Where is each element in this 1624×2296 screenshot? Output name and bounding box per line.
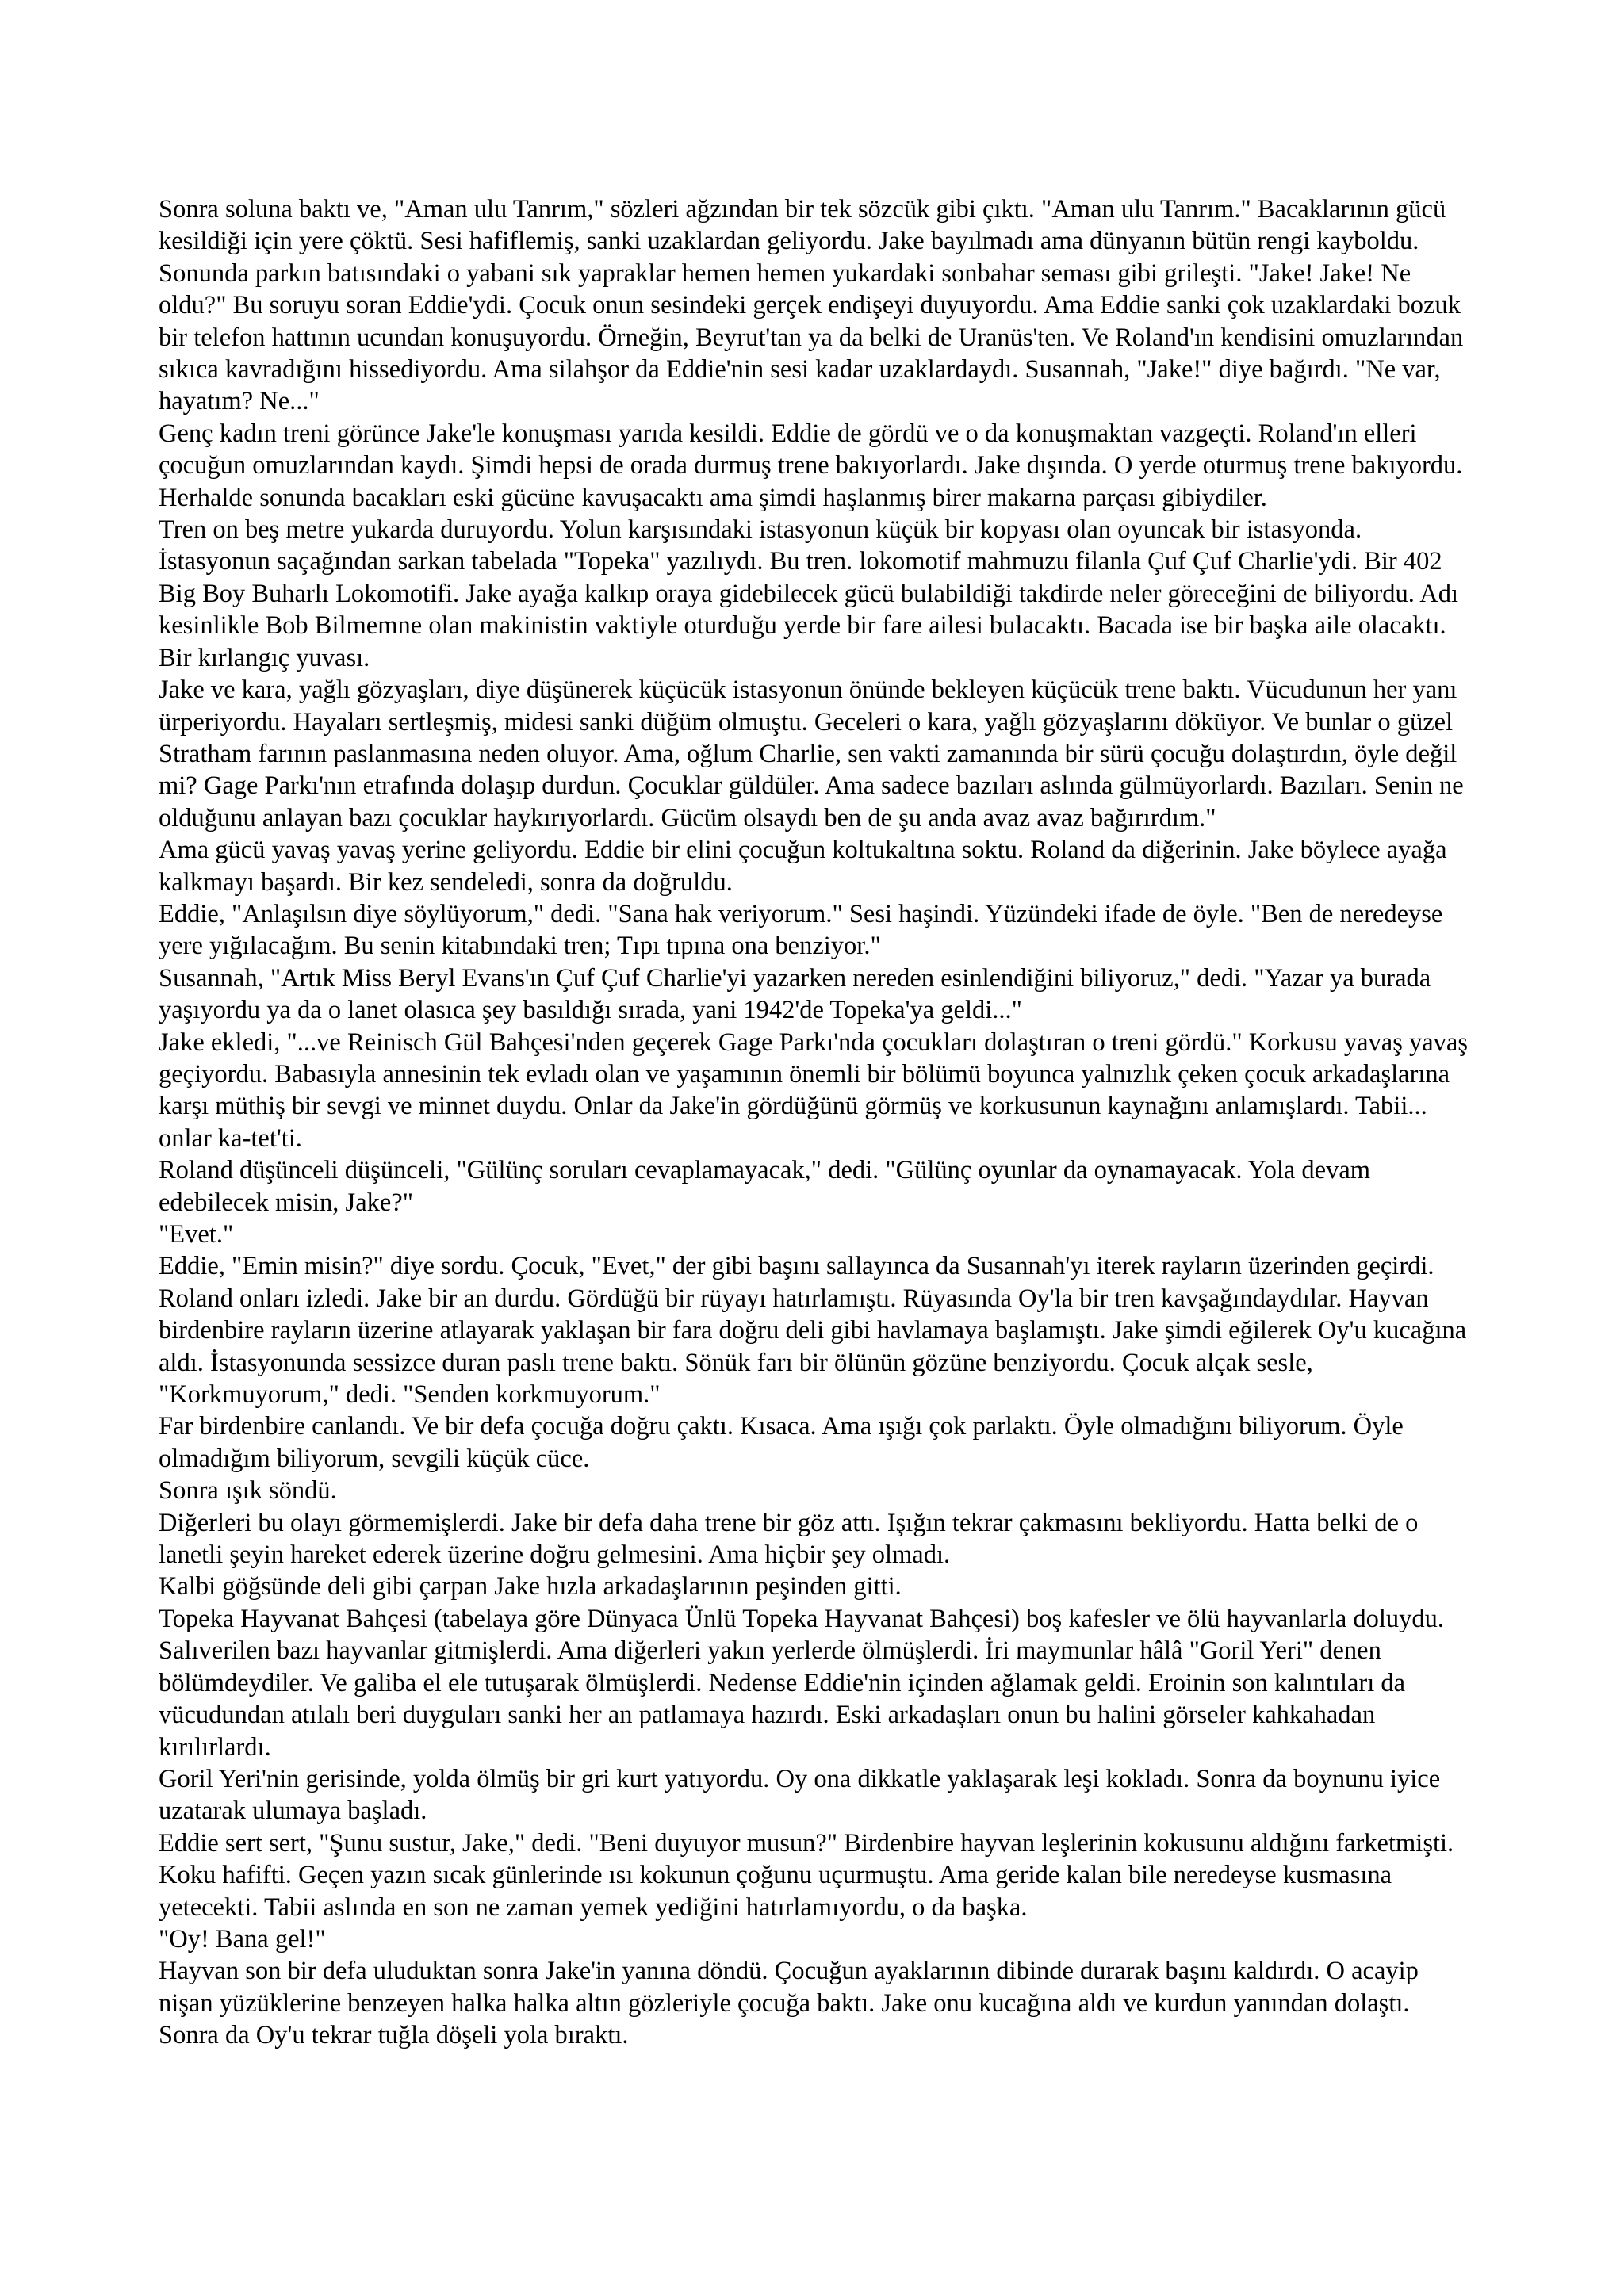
paragraph: "Evet." (159, 1220, 234, 1249)
paragraph: Jake ve kara, yağlı gözyaşları, diye düşünerek küçücük istasyonun önünde bekleyen küçücük trene baktı. Vücudunun her yanı ürperiyordu. Hayaları sertleşmiş, midesi sanki düğüm olmuştu. Geceleri o kara, yağlı gözyaşlarını döküyor. Ve bunlar o güzel Stratham farının paslanmasına neden oluyor. Ama, oğlum Charlie, sen vakti zamanında bir sürü çocuğu dolaştırdın, öyle değil mi? Gage Parkı'nın etrafında dolaşıp durdun. Çocuklar güldüler. Ama sadece bazıları aslında gülmüyorlardı. Bazıları. Senin ne olduğunu anlayan bazı çocuklar haykırıyorlardı. Gücüm olsaydı ben de şu anda avaz avaz bağırırdım." (159, 675, 1464, 832)
paragraph: "Oy! Bana gel!" (159, 1924, 326, 1954)
paragraph: Far birdenbire canlandı. Ve bir defa çocuğa doğru çaktı. Kısaca. Ama ışığı çok parlaktı. Öyle olmadığını biliyorum. Öyle olmadığım biliyorum, sevgili küçük cüce. (159, 1412, 1404, 1473)
paragraph: Tren on beş metre yukarda duruyordu. Yolun karşısındaki istasyonun küçük bir kopyası olan oyuncak bir istasyonda. İstasyonun saçağından sarkan tabelada "Topeka" yazılıydı. Bu tren. lokomotif mahmuzu filanla Çuf Çuf Charlie'ydi. Bir 402 Big Boy Buharlı Lokomotifi. Jake ayağa kalkıp oraya gidebilecek gücü bulabildiği takdirde neler göreceğini de biliyordu. Adı kesinlikle Bob Bilmemne olan makinistin vaktiyle oturduğu yerde bir fare ailesi bulacaktı. Bacada ise bir başka aile olacaktı. Bir kırlangıç yuvası. (159, 515, 1459, 672)
document-page (159, 193, 1475, 2052)
paragraph: Hayvan son bir defa uluduktan sonra Jake'in yanına döndü. Çocuğun ayaklarının dibinde durarak başını kaldırdı. O acayip nişan yüzüklerine benzeyen halka halka altın gözleriyle çocuğa baktı. Jake onu kucağına aldı ve kurdun yanından dolaştı. Sonra da Oy'u tekrar tuğla döşeli yola bıraktı. (159, 1957, 1419, 2050)
paragraph: Roland düşünceli düşünceli, "Gülünç soruları cevaplamayacak," dedi. "Gülünç oyunlar da oynamayacak. Yola devam edebilecek misin, Jake?" (159, 1156, 1371, 1217)
paragraph: Eddie sert sert, "Şunu sustur, Jake," dedi. "Beni duyuyor musun?" Birdenbire hayvan leşlerinin kokusunu aldığını farketmişti. Koku hafifti. Geçen yazın sıcak günlerinde ısı kokunun çoğunu uçurmuştu. Ama geride kalan bile neredeyse kusmasına yetecekti. Tabii aslında en son ne zaman yemek yediğini hatırlamıyordu, o da başka. (159, 1828, 1454, 1922)
paragraph: Sonra soluna baktı ve, "Aman ulu Tanrım," sözleri ağzından bir tek sözcük gibi çıktı. "Aman ulu Tanrım." Bacaklarının gücü kesildiği için yere çöktü. Sesi hafiflemiş, sanki uzaklardan geliyordu. Jake bayılmadı ama dünyanın bütün rengi kayboldu. Sonunda parkın batısındaki o yabani sık yapraklar hemen hemen yukardaki sonbahar seması gibi grileşti. "Jake! Jake! Ne oldu?" Bu soruyu soran Eddie'ydi. Çocuk onun sesindeki gerçek endişeyi duyuyordu. Ama Eddie sanki çok uzaklardaki bozuk bir telefon hattının ucundan konuşuyordu. Örneğin, Beyrut'tan ya da belki de Uranüs'ten. Ve Roland'ın kendisini omuzlarından sıkıca kavradığını hissediyordu. Ama silahşor da Eddie'nin sesi kadar uzaklardaydı. Susannah, "Jake!" diye bağırdı. "Ne var, hayatım? Ne..." (159, 195, 1464, 416)
paragraph: Genç kadın treni görünce Jake'le konuşması yarıda kesildi. Eddie de gördü ve o da konuşmaktan vazgeçti. Roland'ın elleri çocuğun omuzlarından kaydı. Şimdi hepsi de orada durmuş trene bakıyorlardı. Jake dışında. O yerde oturmuş trene bakıyordu. Herhalde sonunda bacakları eski gücüne kavuşacaktı ama şimdi haşlanmış birer makarna parçası gibiydiler. (159, 419, 1463, 512)
paragraph: Sonra ışık söndü. (159, 1476, 337, 1506)
paragraph: Jake ekledi, "...ve Reinisch Gül Bahçesi'nden geçerek Gage Parkı'nda çocukları dolaştıran o treni gördü." Korkusu yavaş yavaş geçiyordu. Babasıyla annesinin tek evladı olan ve yaşamının önemli bir bölümü boyunca yalnızlık çeken çocuk arkadaşlarına karşı müthiş bir sevgi ve minnet duydu. Onlar da Jake'in gördüğünü görmüş ve korkusunun kaynağını anlamışlardı. Tabii... onlar ka-tet'ti. (159, 1027, 1468, 1153)
paragraph: Topeka Hayvanat Bahçesi (tabelaya göre Dünyaca Ünlü Topeka Hayvanat Bahçesi) boş kafesler ve ölü hayvanlarla doluydu. Salıverilen bazı hayvanlar gitmişlerdi. Ama diğerleri yakın yerlerde ölmüşlerdi. İri maymunlar hâlâ "Goril Yeri" denen bölümdeydiler. Ve galiba el ele tutuşarak ölmüşlerdi. Nedense Eddie'nin içinden ağlamak geldi. Eroinin son kalıntıları da vücudundan atılalı beri duyguları sanki her an patlamaya hazırdı. Eski arkadaşları onun bu halini görseler kahkahadan kırılırlardı. (159, 1604, 1445, 1762)
paragraph: Susannah, "Artık Miss Beryl Evans'ın Çuf Çuf Charlie'yi yazarken nereden esinlendiğini biliyoruz," dedi. "Yazar ya burada yaşıyordu ya da o lanet olasıca şey basıldığı sırada, yani 1942'de Topeka'ya geldi..." (159, 963, 1431, 1025)
paragraph: Eddie, "Anlaşılsın diye söylüyorum," dedi. "Sana hak veriyorum." Sesi haşindi. Yüzündeki ifade de öyle. "Ben de neredeyse yere yığılacağım. Bu senin kitabındaki tren; Tıpı tıpına ona benziyor." (159, 899, 1443, 961)
paragraph: Ama gücü yavaş yavaş yerine geliyordu. Eddie bir elini çocuğun koltukaltına soktu. Roland da diğerinin. Jake böylece ayağa kalkmayı başardı. Bir kez sendeledi, sonra da doğruldu. (159, 836, 1447, 897)
paragraph: Kalbi göğsünde deli gibi çarpan Jake hızla arkadaşlarının peşinden gitti. (159, 1572, 902, 1601)
paragraph: Goril Yeri'nin gerisinde, yolda ölmüş bir gri kurt yatıyordu. Oy ona dikkatle yaklaşarak leşi kokladı. Sonra da boynunu iyice uzatarak ulumaya başladı. (159, 1764, 1441, 1826)
paragraph: Diğerleri bu olayı görmemişlerdi. Jake bir defa daha trene bir göz attı. Işığın tekrar çakmasını bekliyordu. Hatta belki de o lanetli şeyin hareket ederek üzerine doğru gelmesini. Ama hiçbir şey olmadı. (159, 1508, 1419, 1570)
paragraph: Eddie, "Emin misin?" diye sordu. Çocuk, "Evet," der gibi başını sallayınca da Susannah'yı iterek rayların üzerinden geçirdi. Roland onları izledi. Jake bir an durdu. Gördüğü bir rüyayı hatırlamıştı. Rüyasında Oy'la bir tren kavşağındaydılar. Hayvan birdenbire rayların üzerine atlayarak yaklaşan bir fara doğru deli gibi havlamaya başlamıştı. Jake şimdi eğilerek Oy'u kucağına aldı. İstasyonunda sessizce duran paslı trene baktı. Sönük farı bir ölünün gözüne benziyordu. Çocuk alçak sesle, "Korkmuyorum," dedi. "Senden korkmuyorum." (159, 1252, 1467, 1410)
